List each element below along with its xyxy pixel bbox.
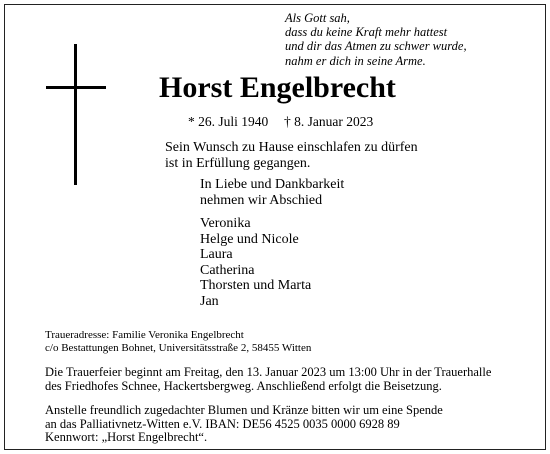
mourning-address [45,329,311,355]
poem-line: nahm er dich in seine Arme. [285,53,426,68]
deceased-name: Horst Engelbrecht [159,71,396,104]
death-date: † 8. Januar 2023 [284,114,374,129]
cross-vertical-bar [74,44,77,185]
family-member: Laura [200,247,233,262]
family-member: Veronika [200,216,251,231]
wish-line: Sein Wunsch zu Hause einschlafen zu dürfen [165,140,418,155]
family-member: Catherina [200,262,255,278]
family-member: Jan [200,293,219,309]
farewell-line: nehmen wir Abschied [200,193,323,208]
donation-line: Anstelle freundlich zugedachter Blumen und Kränze bitten wir um eine Spende [45,403,443,417]
poem-line: Als Gott sah, [285,11,350,25]
donation-line: Kennwort: „Horst Engelbrecht“. [45,430,208,444]
poem-line: und dir das Atmen zu schwer wurde, [285,39,467,54]
farewell-line: In Liebe und Dankbarkeit [200,177,345,192]
birth-date: * 26. Juli 1940 [188,114,269,129]
wish-line: ist in Erfüllung gegangen. [165,156,311,171]
poem-line: dass du keine Kraft mehr hattest [285,25,448,40]
family-list [200,216,311,309]
ceremony-info [45,365,491,393]
address-line: Traueradresse: Familie Veronika Engelbrecht [45,329,244,341]
family-member: Helge und Nicole [200,231,299,247]
cross-horizontal-bar [46,86,106,89]
family-member: Thorsten und Marta [200,278,312,293]
donation-line: an das Palliativnetz-Witten e.V. IBAN: DE56 4525 0035 0000 6928 89 [45,416,400,431]
ceremony-line: Die Trauerfeier beginnt am Freitag, den 13. Januar 2023 um 13:00 Uhr in der Trauerhalle [45,365,492,379]
farewell-text [200,177,344,209]
address-line: c/o Bestattungen Bohnet, Universitätsstraße 2, 58455 Witten [45,342,312,354]
wish-text [165,140,418,172]
donation-info [45,404,443,445]
ceremony-line: des Friedhofes Schnee, Hackertsbergweg. Anschließend erfolgt die Beisetzung. [45,379,442,393]
poem [285,11,540,68]
